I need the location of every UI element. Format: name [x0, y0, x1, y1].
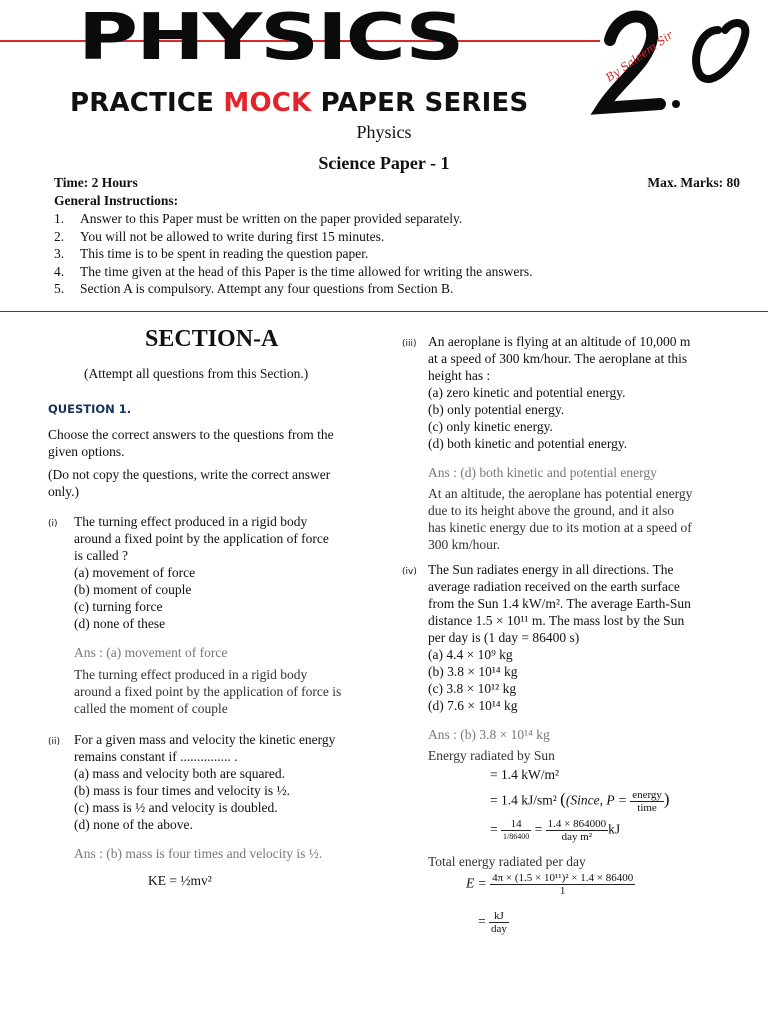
instruction-item: 5. Section A is compulsory. Attempt any four questions from Section B.	[54, 281, 454, 296]
question-iii: (iii) An aeroplane is flying at an altitude of 10,000 m at a speed of 300 km/hour. The aeroplane at this height has : (a) zero kinetic and potential energy. (b) only potential energy. (c) only kinetic energy. (d) both kinetic and potential energy. Ans : (d) both kinetic and potential energy At an altitude, the aeroplane has potential energy due to its height above the ground, and it also has kinetic energy due to its motion at a speed of 300 km/hour.	[402, 333, 732, 553]
question-number: (i)	[48, 519, 58, 529]
signature: By Saleem Sir	[603, 28, 676, 85]
explanation: At an altitude, the aeroplane has potential energy due to its height above the ground, and it also has kinetic energy due to its motion at a speed of 300 km/hour.	[428, 486, 693, 552]
instruction-item: 3. This time is to be spent in reading the question paper.	[54, 246, 369, 261]
option: (a) zero kinetic and potential energy.	[428, 385, 626, 400]
explanation: The turning effect produced in a rigid body around a fixed point by the application of force is called the moment of couple	[74, 667, 342, 716]
header-banner	[0, 0, 768, 130]
total-label: Total energy radiated per day	[428, 854, 586, 869]
option: (b) only potential energy.	[428, 402, 565, 417]
question-heading: QUESTION 1.	[48, 402, 132, 416]
option: (b) 3.8 × 10¹⁴ kg	[428, 664, 518, 679]
option: (d) none of the above.	[74, 817, 193, 832]
time-allowed: Time: 2 Hours	[54, 175, 138, 190]
equation-5: = $\frac{kJ}{\text{day}}$	[478, 910, 507, 935]
answer: Ans : (b) mass is four times and velocity is ½.	[74, 846, 323, 861]
option: (c) mass is ½ and velocity is doubled.	[74, 800, 278, 815]
option: (d) 7.6 × 10¹⁴ kg	[428, 698, 518, 713]
brand-mark-icon	[540, 0, 768, 125]
series-title: PRACTICE MOCK PAPER SERIES	[70, 88, 529, 118]
max-marks: Max. Marks: 80	[647, 175, 740, 190]
question-i: (i) The turning effect produced in a rigid body around a fixed point by the application of force is called ? (a) movement of force (b) moment of couple (c) turning force (d) none of these Ans : (a) movement of force The turning effect produced in a rigid body around a fixed point by the application of force is called the moment of couple	[48, 513, 378, 717]
equation-2: = 1.4 kJ/sm² ((Since, P = $\frac{\text{energy}}{\text{time}}$ )	[490, 789, 670, 814]
instruction-item: 4. The time given at the head of this Paper is the time allowed for writing the answers.	[54, 263, 533, 279]
question-iv: (iv) The Sun radiates energy in all directions. The average radiation received on the earth surface from the Sun 1.4 kW/m². The average Earth-Sun distance 1.5 × 10¹¹ m. The mass lost by the Sun per day is (1 day = 86400 s) (a) 4.4 × 10⁹ kg (b) 3.8 × 10¹⁴ kg (c) 3.8 × 10¹² kg (d) 7.6 × 10¹⁴ kg Ans : (b) 3.8 × 10¹⁴ kg Energy radiated by Sun	[402, 561, 732, 764]
intro-text: Choose the correct answers to the questions from the given options. (Do not copy the questions, write the correct answer only.)	[48, 427, 334, 499]
instructions-heading: General Instructions:	[54, 193, 179, 208]
option: (c) 3.8 × 10¹² kg	[428, 681, 517, 696]
option: (d) none of these	[74, 616, 166, 631]
section-title: SECTION-A	[145, 326, 279, 352]
option: (a) mass and velocity both are squared.	[74, 766, 286, 781]
physics-logo: PHYSICS	[78, 0, 463, 75]
mock-word: MOCK	[223, 88, 312, 118]
question-number: (iii)	[402, 339, 417, 349]
option: (c) only kinetic energy.	[428, 419, 553, 434]
option: (d) both kinetic and potential energy.	[428, 436, 628, 451]
answer: Ans : (b) 3.8 × 10¹⁴ kg	[428, 727, 550, 742]
option: (b) moment of couple	[74, 582, 192, 597]
instruction-item: 1. Answer to this Paper must be written on the paper provided separately.	[54, 211, 463, 226]
option: (a) movement of force	[74, 565, 196, 580]
equation-1: = 1.4 kW/m²	[490, 767, 560, 782]
paper-title: Science Paper - 1	[318, 153, 450, 173]
answer: Ans : (d) both kinetic and potential energy	[428, 465, 657, 480]
option: (a) 4.4 × 10⁹ kg	[428, 647, 513, 662]
energy-label: Energy radiated by Sun	[428, 748, 555, 763]
option: (b) mass is four times and velocity is ½.	[74, 783, 290, 798]
instruction-item: 2. You will not be allowed to write during first 15 minutes.	[54, 228, 385, 244]
instructions-list	[54, 210, 533, 298]
subject-title: Physics	[356, 122, 412, 142]
equation-3: = $\frac{14}{1/86400}$ = $\frac{1.4 \times 864000}{\text{day m²}}$ kJ	[490, 818, 621, 843]
section-subtitle: (Attempt all questions from this Section.)	[84, 366, 309, 381]
question-number: (ii)	[48, 737, 61, 747]
divider	[0, 311, 768, 312]
answer: Ans : (a) movement of force	[74, 645, 228, 660]
option: (c) turning force	[74, 599, 163, 614]
question-number: (iv)	[402, 567, 417, 577]
formula: KE = ½mv²	[148, 873, 212, 888]
equation-4: E = $\frac{\text{4π × (1.5 × 10¹¹)² × 1.4 × 86400}}{1}$	[466, 872, 634, 897]
question-ii: (ii) For a given mass and velocity the kinetic energy remains constant if ............... . (a) mass and velocity both are squared. (b) mass is four times and velocity is ½. (c) mass is ½ and velocity is doubled. (d) none of the above. Ans : (b) mass is four times and velocity is ½. KE = ½mv²	[48, 731, 378, 889]
